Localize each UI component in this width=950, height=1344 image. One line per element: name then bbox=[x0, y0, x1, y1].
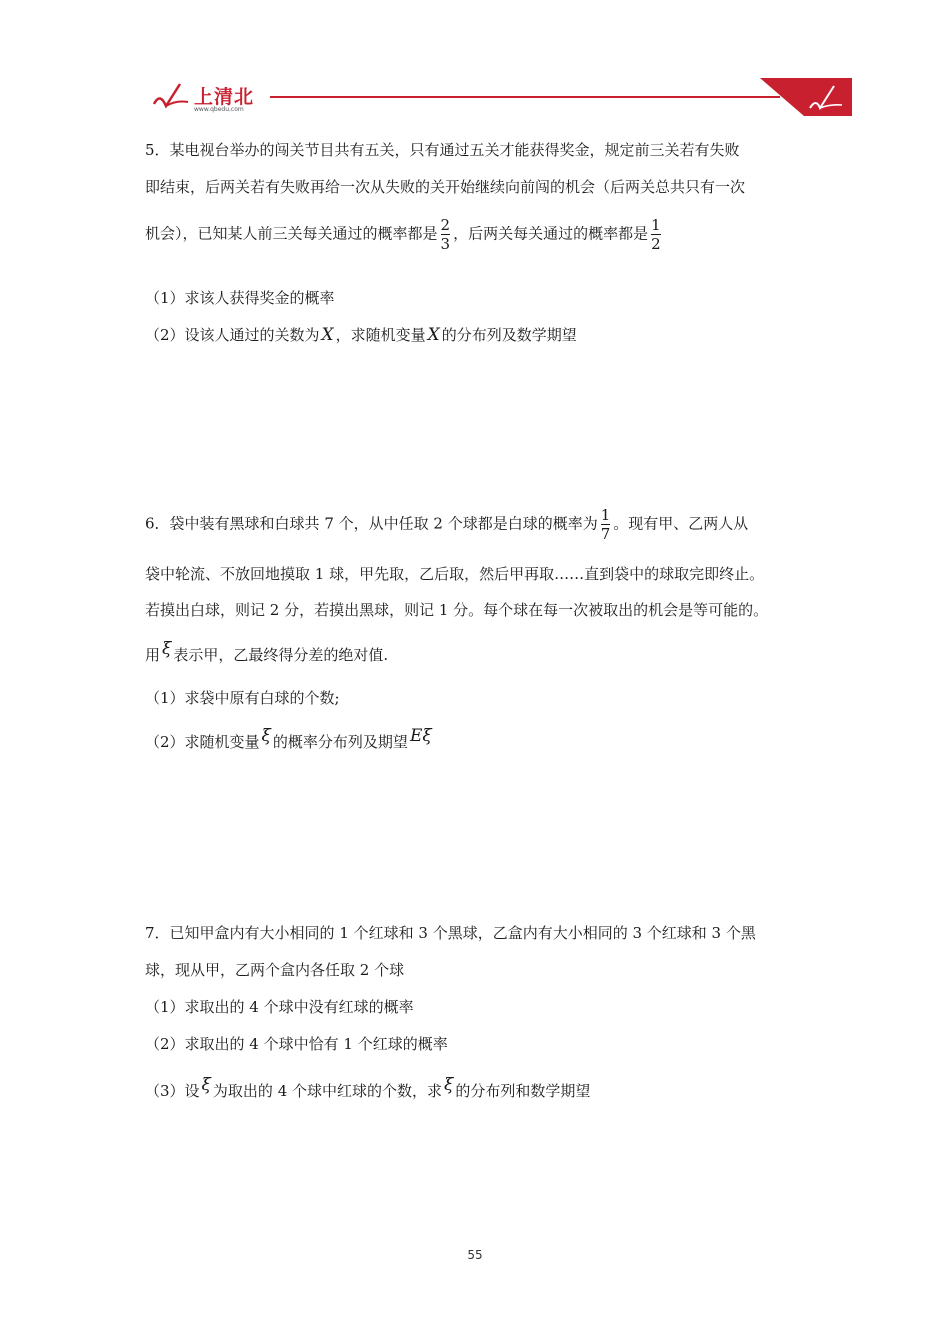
p5-line-3b: ，后两关每关通过的概率都是 bbox=[453, 224, 649, 243]
p5-f1-num: 2 bbox=[440, 216, 451, 234]
logo-text: 上清北 bbox=[194, 86, 255, 108]
p6-line-1 bbox=[145, 506, 748, 543]
p5-line-2: 即结束，后两关若有失败再给一次从失败的关开始继续向前闯的机会（后两关总共只有一次 bbox=[145, 178, 746, 196]
p5-q1: （1）求该人获得奖金的概率 bbox=[145, 289, 335, 307]
p6-q1: （1）求袋中原有白球的个数; bbox=[145, 689, 340, 707]
p6-q2 bbox=[145, 726, 434, 752]
p6-f-den: 7 bbox=[600, 525, 611, 543]
p7-q3a: （3）设 bbox=[145, 1082, 200, 1100]
p7-line-2: 球，现从甲，乙两个盒内各任取 2 个球 bbox=[145, 961, 405, 979]
p5-q2a: （2）设该人通过的关数为 bbox=[145, 326, 320, 344]
p7-line-1: 7．已知甲盒内有大小相同的 1 个红球和 3 个黑球，乙盒内有大小相同的 3 个红球和 3 个黑 bbox=[145, 924, 756, 942]
p6-line-2: 袋中轮流、不放回地摸取 1 球，甲先取，乙后取，然后甲再取……直到袋中的球取完即终止。 bbox=[145, 565, 765, 583]
p6-line-1b: 。现有甲、乙两人从 bbox=[613, 514, 749, 533]
p5-q2c: 的分布列及数学期望 bbox=[441, 326, 577, 344]
p7-q3 bbox=[145, 1075, 591, 1101]
p7-q3b: 为取出的 4 个球中红球的个数，求 bbox=[212, 1082, 443, 1100]
logo-url: www.qbedu.com bbox=[194, 106, 244, 113]
p5-fraction-one-half bbox=[651, 216, 661, 253]
p6-line-1a: 6．袋中装有黑球和白球共 7 个，从中任取 2 个球都是白球的概率为 bbox=[145, 514, 598, 533]
p5-q2 bbox=[145, 325, 577, 345]
p6-var-xi-2: ξ bbox=[261, 726, 271, 746]
p5-f2-num: 1 bbox=[651, 216, 661, 234]
header-corner-icon bbox=[760, 78, 852, 116]
p6-q2a: （2）求随机变量 bbox=[145, 733, 260, 751]
logo-mark-icon bbox=[152, 82, 192, 110]
p7-var-xi-1: ξ bbox=[201, 1075, 211, 1095]
p5-line-3a: 机会），已知某人前三关每关通过的概率都是 bbox=[145, 224, 438, 243]
p6-line-4b: 表示甲，乙最终得分差的绝对值. bbox=[173, 646, 389, 664]
page-number: 55 bbox=[467, 1248, 483, 1262]
p7-q3c: 的分布列和数学期望 bbox=[455, 1082, 591, 1100]
p6-q2b: 的概率分布列及期望 bbox=[272, 733, 408, 751]
header-rule bbox=[270, 96, 780, 98]
p6-line-3: 若摸出白球，则记 2 分，若摸出黑球，则记 1 分。每个球在每一次被取出的机会是等可能的。 bbox=[145, 601, 769, 619]
p5-f2-den: 2 bbox=[651, 235, 661, 253]
p7-var-xi-2: ξ bbox=[444, 1075, 454, 1095]
p5-line-1: 5．某电视台举办的闯关节目共有五关，只有通过五关才能获得奖金，规定前三关若有失败 bbox=[145, 141, 740, 159]
page-header bbox=[0, 0, 950, 130]
p5-q2b: ，求随机变量 bbox=[335, 326, 426, 344]
p6-line-4a: 用 bbox=[145, 646, 161, 664]
p6-e-xi: Eξ bbox=[409, 726, 432, 746]
p6-fraction-one-seventh bbox=[601, 506, 611, 543]
p5-f1-den: 3 bbox=[440, 235, 451, 253]
p5-line-3 bbox=[145, 216, 664, 253]
p5-fraction-two-thirds bbox=[441, 216, 451, 253]
p7-q2: （2）求取出的 4 个球中恰有 1 个红球的概率 bbox=[145, 1035, 448, 1053]
p5-var-x-2: X bbox=[427, 325, 440, 345]
brand-logo bbox=[152, 80, 272, 120]
p6-var-xi-1: ξ bbox=[162, 639, 172, 659]
p6-line-4 bbox=[145, 639, 389, 665]
p5-var-x-1: X bbox=[321, 325, 334, 345]
p7-q1: （1）求取出的 4 个球中没有红球的概率 bbox=[145, 998, 414, 1016]
p6-f-num: 1 bbox=[600, 506, 611, 524]
